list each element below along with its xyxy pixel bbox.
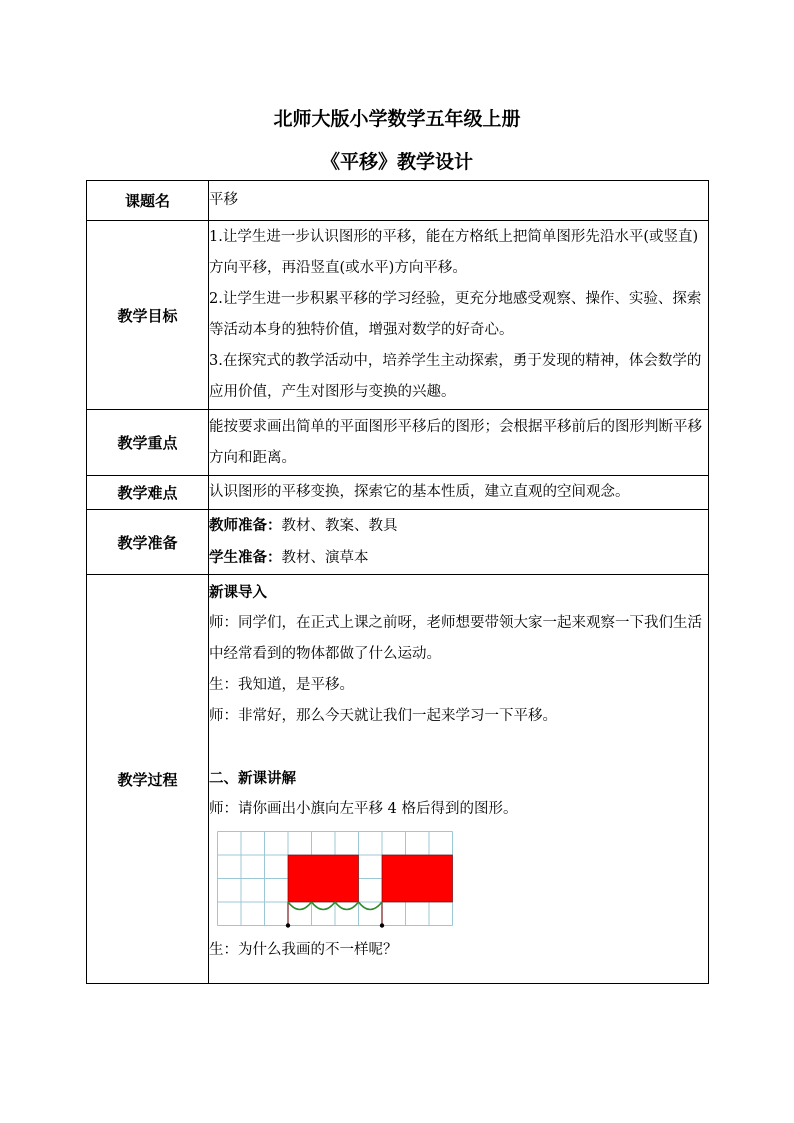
goal-item-1: 1.让学生进一步认识图形的平移，能在方格纸上把简单图形先沿水平(或竖直)方向平移，再沿竖直(或水平)方向平移。: [209, 229, 699, 276]
movement-arc: [288, 902, 312, 910]
label-topic: 课题名: [87, 181, 209, 221]
label-key-points: 教学重点: [87, 410, 209, 476]
row-key-points: [87, 410, 709, 476]
process-line-1: 师：同学们，在正式上课之前呀，老师想要带领大家一起来观察一下我们生活中经常看到的物体都做了什么运动。: [209, 615, 702, 662]
row-process: [87, 575, 709, 984]
label-process: 教学过程: [87, 575, 209, 984]
process-line-2: 生：我知道，是平移。: [209, 677, 354, 693]
section-intro-heading: 新课导入: [209, 584, 267, 601]
row-topic: [87, 181, 709, 221]
process-line-3: 师：非常好，那么今天就让我们一起来学习一下平移。: [209, 708, 557, 724]
student-prep-value: 教材、演草本: [281, 550, 369, 566]
label-preparation: 教学准备: [87, 510, 209, 575]
row-difficulty: [87, 476, 709, 510]
label-goals: 教学目标: [87, 221, 209, 410]
document-subtitle: 《平移》教学设计: [320, 151, 473, 173]
movement-arc: [335, 902, 359, 910]
value-key-points: 能按要求画出简单的平面图形平移后的图形；会根据平移前后的图形判断平移方向和距离。: [209, 410, 709, 476]
process-line-4: 师：请你画出小旗向左平移 4 格后得到的图形。: [209, 801, 518, 817]
teacher-prep-label: 教师准备：: [209, 517, 282, 534]
teacher-prep-value: 教材、教案、教具: [281, 518, 398, 534]
flag-translated: [382, 855, 453, 902]
movement-arc: [359, 902, 383, 910]
process-line-5: 生：为什么我画的不一样呢？: [209, 942, 398, 958]
student-prep-label: 学生准备：: [209, 549, 282, 566]
value-topic: 平移: [209, 181, 709, 221]
document-title: 北师大版小学数学五年级上册: [273, 108, 521, 130]
flag-pole-base-dot: [286, 923, 290, 927]
value-difficulty: 认识图形的平移变换，探索它的基本性质，建立直观的空间观念。: [209, 476, 709, 510]
grid-figure: [217, 831, 457, 933]
goal-item-2: 2.让学生进一步积累平移的学习经验，更充分地感受观察、操作、实验、探索等活动本身的独特价值，增强对数学的好奇心。: [209, 291, 702, 338]
value-process: [209, 575, 709, 984]
flag-pole-base-dot: [380, 923, 384, 927]
value-goals: [209, 221, 709, 410]
row-preparation: [87, 510, 709, 575]
goal-item-3: 3.在探究式的教学活动中，培养学生主动探索，勇于发现的精神，体会数学的应用价值，产生对图形与变换的兴趣。: [209, 353, 702, 400]
lesson-plan-table: [86, 180, 709, 984]
flag-translation-figure: [217, 831, 708, 935]
row-goals: [87, 221, 709, 410]
section-explain-heading: 二、新课讲解: [209, 770, 296, 787]
label-difficulty: 教学难点: [87, 476, 209, 510]
value-preparation: [209, 510, 709, 575]
movement-arc: [312, 902, 336, 910]
flag-original: [288, 855, 359, 902]
